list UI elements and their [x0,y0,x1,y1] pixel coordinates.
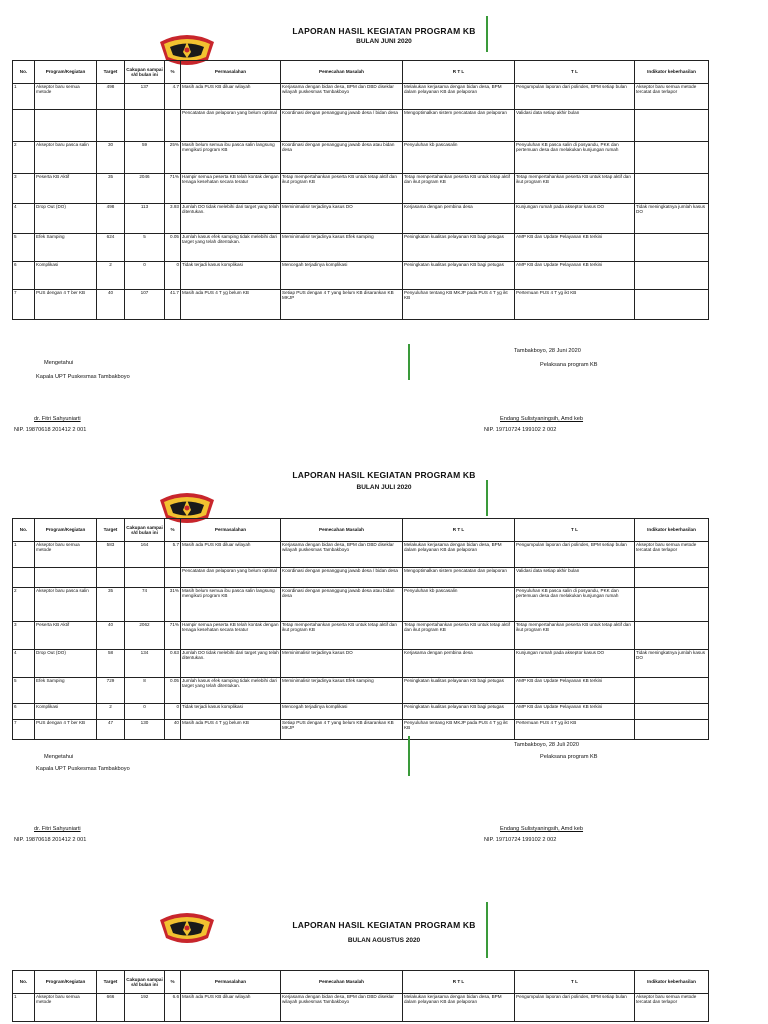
table-row [13,142,709,174]
header-cell: % [165,519,181,542]
table-row [13,720,709,740]
table-cell: AMP KB dan Update Pelayanan KB terkini [515,678,635,704]
signer-right-nip: NIP. 19710724 199102 2 002 [484,427,557,433]
table-cell: 8 [125,678,165,704]
table-cell: Pencatatan dan pelaporan yang belum optimal [181,568,281,588]
table-cell: Pencatatan dan pelaporan yang belum optimal [181,110,281,142]
signer-right-nip: NIP. 19710724 199102 2 002 [484,837,557,843]
table-cell: Drop Out (DO) [35,650,97,678]
table-row [13,568,709,588]
table-cell: Mengoptimalkan sistem pencatatan dan pelaporan [403,568,515,588]
report-table [12,970,709,1022]
table-cell: 74 [125,588,165,622]
table-cell: AMP KB dan Update Pelayanan KB terkini [515,234,635,262]
table-row [13,704,709,720]
table-row [13,84,709,110]
table-cell: Tidak meningkatnya jumlah kasus DO [635,204,709,234]
table-cell [635,174,709,204]
header-cell: T L [515,61,635,84]
table-cell: 2 [13,588,35,622]
table-cell [635,704,709,720]
table-cell: 1 [13,542,35,568]
table-cell: 59 [125,142,165,174]
place-date: Tambakboyo, 28 Juli 2020 [514,742,579,748]
table-row [13,994,709,1022]
table-cell: Akseptor baru semua metode [35,84,97,110]
table-cell: Hampir semua peserta KB telah kontak dengan tenaga kesehatan secara teratur [181,622,281,650]
table-cell: 0 [165,262,181,290]
header-cell: Program/Kegiatan [35,971,97,994]
table-cell: 58 [97,650,125,678]
table-cell: 35 [97,174,125,204]
table-cell: Peningkatan kualitas pelayanan KB bagi petugas [403,678,515,704]
header-cell: Target [97,519,125,542]
table-cell: Penyuluhan KB pasca salin di posyandu, PKK dan pertemuan desa dan melakukan kunjungan rumah [515,588,635,622]
signer-right-role: Pelaksana program KB [540,754,598,760]
table-cell: 5 [125,234,165,262]
table-cell: Akseptor baru semua metode [35,994,97,1022]
table-cell: 1 [13,994,35,1022]
table-cell: 40 [97,290,125,320]
header-cell: Target [97,61,125,84]
table-cell: Pengumpulan laporan dari polindes, BPM setiap bulan [515,542,635,568]
table-cell: 107 [125,290,165,320]
table-cell: Jumlah DO tidak melebihi dari target yang telah ditentukan. [181,204,281,234]
table-cell: 2062 [125,622,165,650]
table-cell: 3 [13,174,35,204]
table-cell: 583 [97,542,125,568]
green-divider [486,902,488,958]
header-cell: Target [97,971,125,994]
table-cell: Melakukan kerjasama dengan bidan desa, BPM dalam pelayanan KB dan pelaporan [403,994,515,1022]
signer-left-role: Mengetahui [44,754,74,760]
report-table [12,518,709,740]
table-cell [635,678,709,704]
table-cell: 6.6 [165,994,181,1022]
table-cell: Hampir semua peserta KB telah kontak dengan tenaga kesehatan secara teratur [181,174,281,204]
table-cell [635,588,709,622]
table-cell: Kerjasama dengan bidan desa, BPM dan DBD diseklar wilayah puskesmas Tambakboyo [281,994,403,1022]
table-cell: 113 [125,204,165,234]
header-cell: No. [13,519,35,542]
table-cell: 0 [165,704,181,720]
table-cell: Mencegah terjadinya komplikasi [281,262,403,290]
table-cell: Tetap mempertahankan peserta KB untuk tetap aktif dan ikut program KB [281,622,403,650]
table-cell: Peserta KB Aktif [35,174,97,204]
table-cell: Meminimalisir terjadinya kasus DO [281,204,403,234]
table-cell: 498 [97,204,125,234]
header-cell: Indikator keberhasilan [635,519,709,542]
table-cell: Koordinasi dengan penanggung jawab desa atau bidan desa [281,588,403,622]
table-cell: 31% [165,588,181,622]
header-cell: Permasalahan [181,971,281,994]
report-title: LAPORAN HASIL KEGIATAN PROGRAM KB [292,920,476,930]
green-divider [408,344,410,380]
report-month: BULAN AGUSTUS 2020 [347,937,421,944]
header-cell: % [165,971,181,994]
header-cell: Pemecahan Masalah [281,971,403,994]
header-cell: Program/Kegiatan [35,519,97,542]
table-cell: Masih belum semua ibu pasca salin langsung mengikuti program KB [181,588,281,622]
report-section-agustus [0,880,768,1024]
table-cell [13,568,35,588]
table-row [13,174,709,204]
table-cell: 7 [13,720,35,740]
table-cell: 7 [13,290,35,320]
table-cell: Drop Out (DO) [35,204,97,234]
table-cell: 40 [97,622,125,650]
table-cell: Akseptor baru semua metode tercatat dan terlapor [635,542,709,568]
table-cell: Tidak terjadi kasus komplikasi [181,704,281,720]
table-cell: Koordinasi dengan penanggung jawab desa / bidan desa [281,110,403,142]
header-cell: T L [515,519,635,542]
table-cell [35,568,97,588]
table-row [13,650,709,678]
table-cell [13,110,35,142]
table-header-row [13,519,709,542]
report-month: BULAN JULI 2020 [356,484,412,491]
report-table [12,60,709,320]
table-cell: Tidak terjadi kasus komplikasi [181,262,281,290]
table-cell: 0 [125,262,165,290]
table-cell: Meminimalisir terjadinya kasus Efek samping [281,234,403,262]
header-cell: Program/Kegiatan [35,61,97,84]
table-cell: Tetap mempertahankan peserta KB untuk tetap aktif dan ikut program KB [515,622,635,650]
table-cell: Efek Samping [35,678,97,704]
table-cell: 2046 [125,174,165,204]
table-cell: Kerjasama dengan pembina desa [403,204,515,234]
table-cell: Komplikasi [35,262,97,290]
header-cell: Indikator keberhasilan [635,971,709,994]
table-cell [635,622,709,650]
table-cell: Kunjungan rumah pada akseptor kasus DO [515,204,635,234]
table-cell: 71% [165,622,181,650]
table-row [13,588,709,622]
table-cell: Tidak meningkatnya jumlah kasus DO [635,650,709,678]
table-row [13,204,709,234]
signer-left-nip: NIP. 19870618 201412 2 001 [14,427,87,433]
header-cell: Indikator keberhasilan [635,61,709,84]
table-cell: Akseptor baru pasca salin [35,142,97,174]
table-cell: 35 [97,588,125,622]
table-cell [635,568,709,588]
table-cell: Akseptor baru semua metode tercatat dan terlapor [635,84,709,110]
table-cell: 134 [125,650,165,678]
table-cell: Efek Samping [35,234,97,262]
header-cell: Cakupan sampai s/d bulan ini [125,61,165,84]
table-row [13,622,709,650]
table-cell: 3 [13,622,35,650]
table-cell: Peningkatan kualitas pelayanan KB bagi petugas [403,704,515,720]
table-cell: Penyuluhan KB pasca salin di posyandu, PKK dan pertemuan desa dan melakukan kunjungan rumah [515,142,635,174]
table-cell: PUS dengan 4 T ber KB [35,720,97,740]
table-cell: PUS dengan 4 T ber KB [35,290,97,320]
table-header-row [13,971,709,994]
report-title: LAPORAN HASIL KEGIATAN PROGRAM KB [292,26,476,36]
table-cell: Mengoptimalkan sistem pencatatan dan pelaporan [403,110,515,142]
table-cell: Melakukan kerjasama dengan bidan desa, BPM dalam pelayanan KB dan pelaporan [403,542,515,568]
header-cell: % [165,61,181,84]
header-cell: R T L [403,971,515,994]
table-cell: 2 [13,142,35,174]
table-cell: Tetap mempertahankan peserta KB untuk tetap aktif dan ikut program KB [515,174,635,204]
table-cell: Penyuluhan tentang KB MKJP pada PUS 4 T yg ikt KB [403,720,515,740]
table-cell [635,290,709,320]
table-cell: 4 [13,650,35,678]
table-cell: 5.7 [165,542,181,568]
green-divider [408,736,410,776]
header-cell: No. [13,971,35,994]
table-cell: Jumlah kasus efek samping tidak melebihi dari target yang telah ditentukan. [181,678,281,704]
table-cell: Melakukan kerjasama dengan bidan desa, BPM dalam pelayanan KB dan pelaporan [403,84,515,110]
table-cell [97,568,125,588]
table-cell: 624 [97,234,125,262]
table-header-row [13,61,709,84]
table-cell: 137 [125,84,165,110]
table-cell: Validasi data setiap akhir bulan [515,110,635,142]
table-cell: 3.93 [165,204,181,234]
table-cell: 0.05 [165,234,181,262]
report-title: LAPORAN HASIL KEGIATAN PROGRAM KB [292,470,476,480]
table-row [13,290,709,320]
table-cell: Koordinasi dengan penanggung jawab desa atau bidan desa [281,142,403,174]
table-row [13,234,709,262]
table-cell [165,568,181,588]
table-cell: AMP KB dan Update Pelayanan KB terkini [515,704,635,720]
table-cell: Peserta KB Aktif [35,622,97,650]
table-cell: 0 [125,704,165,720]
table-cell: Akseptor baru semua metode tercatat dan terlapor [635,994,709,1022]
place-date: Tambakboyo, 28 Juni 2020 [514,348,581,354]
table-cell: Setiap PUS dengan 4 T yang belum KB disarankan KB MKJP [281,290,403,320]
table-row [13,678,709,704]
table-cell [125,110,165,142]
table-cell: 4.7 [165,84,181,110]
header-cell: Permasalahan [181,519,281,542]
table-cell: Jumlah DO tidak melebihi dari target yang telah ditentukan. [181,650,281,678]
header-cell: Permasalahan [181,61,281,84]
table-cell: 40 [165,720,181,740]
table-cell [635,234,709,262]
table-cell: Setiap PUS dengan 4 T yang belum KB disarankan KB MKJP [281,720,403,740]
table-cell: 1 [13,84,35,110]
header-cell: Pemecahan Masalah [281,519,403,542]
signer-left-office: Kapala UPT Puskesmas Tambakboyo [36,374,130,380]
table-cell: 130 [125,720,165,740]
header-cell: Pemecahan Masalah [281,61,403,84]
table-cell: 0.05 [165,678,181,704]
table-cell: Peningkatan kualitas pelayanan KB bagi petugas [403,234,515,262]
table-cell: 666 [97,994,125,1022]
table-cell [97,110,125,142]
table-cell: Penyuluhan kb pascasalin [403,142,515,174]
table-cell [125,568,165,588]
table-cell: Pengumpulan laporan dari polindes, BPM setiap bulan [515,84,635,110]
table-row [13,542,709,568]
table-cell: 2 [97,262,125,290]
table-cell: Jumlah kasus efek samping tidak melebihi dari target yang telah ditentukan. [181,234,281,262]
table-cell: 6 [13,704,35,720]
table-cell [165,110,181,142]
table-cell: Penyuluhan kb pascasalin [403,588,515,622]
table-cell: Koordinasi dengan penanggung jawab desa / bidan desa [281,568,403,588]
signer-right-name: Endang Sulistyaningsih, Amd keb [500,416,584,422]
table-cell: Tetap mempertahankan peserta KB untuk tetap aktif dan ikut program KB [403,174,515,204]
table-row [13,262,709,290]
table-cell: AMP KB dan Update Pelayanan KB terkini [515,262,635,290]
table-cell: 41.7 [165,290,181,320]
header-cell: R T L [403,61,515,84]
signer-left-nip: NIP. 19870618 201412 2 001 [14,837,87,843]
table-row [13,110,709,142]
signer-right-role: Pelaksana program KB [540,362,598,368]
signer-left-name: dr. Fitri Sahyuniarti [34,826,81,832]
report-section-juni [0,0,768,460]
header-cell: R T L [403,519,515,542]
signer-left-name: dr. Fitri Sahyuniarti [34,416,81,422]
table-cell: Masih belum semua ibu pasca salin langsung mengikuti program KB [181,142,281,174]
signer-left-role: Mengetahui [44,360,74,366]
table-cell: Tetap mempertahankan peserta KB untuk tetap aktif dan ikut program KB [403,622,515,650]
signer-right-name: Endang Sulistyaningsih, Amd keb [500,826,584,832]
table-cell: Akseptor baru semua metode [35,542,97,568]
table-cell: Masih ada PUS KB diluar wilayah [181,542,281,568]
table-cell: 25% [165,142,181,174]
table-cell: 192 [125,994,165,1022]
table-cell: 47 [97,720,125,740]
table-cell: 0.63 [165,650,181,678]
table-cell: Komplikasi [35,704,97,720]
table-cell: 71% [165,174,181,204]
table-cell: Kerjasama dengan bidan desa, BPM dan DBD diseklar wilayah puskesmas Tambakboyo [281,84,403,110]
table-cell: Kunjungan rumah pada akseptor kasus DO [515,650,635,678]
table-cell: 2 [97,704,125,720]
table-cell: Validasi data setiap akhir bulan [515,568,635,588]
table-cell: Meminimalisir terjadinya kasus DO [281,650,403,678]
header-cell: Cakupan sampai s/d bulan ini [125,519,165,542]
table-cell [635,262,709,290]
table-cell [35,110,97,142]
header-cell: No. [13,61,35,84]
table-cell: Masih ada PUS KB diluar wilayah [181,994,281,1022]
table-cell: 5 [13,234,35,262]
table-cell [635,142,709,174]
table-cell: Akseptor baru pasca salin [35,588,97,622]
report-month: BULAN JUNI 2020 [356,38,412,45]
table-cell: Meminimalisir terjadinya kasus Efek samping [281,678,403,704]
table-cell [635,720,709,740]
table-cell: 729 [97,678,125,704]
table-cell: 6 [13,262,35,290]
table-cell: Kerjasama dengan bidan desa, BPM dan DBD diseklar wilayah puskesmas Tambakboyo [281,542,403,568]
table-cell: Masih ada PUS KB diluar wilayah [181,84,281,110]
table-cell: Pengumpulan laporan dari polindes, BPM setiap bulan [515,994,635,1022]
table-cell: 5 [13,678,35,704]
header-cell: Cakupan sampai s/d bulan ini [125,971,165,994]
table-cell: Mencegah terjadinya komplikasi [281,704,403,720]
table-cell: 498 [97,84,125,110]
table-cell: Peningkatan kualitas pelayanan KB bagi petugas [403,262,515,290]
table-cell: 4 [13,204,35,234]
table-cell: Pertemuan PUS 4 T yg ikt KB [515,290,635,320]
table-cell: Masih ada PUS 4 T yg belum KB [181,290,281,320]
table-cell: Penyuluhan tentang KB MKJP pada PUS 4 T yg ikt KB [403,290,515,320]
table-cell: Kerjasama dengan pembina desa [403,650,515,678]
table-cell [635,110,709,142]
table-cell: Masih ada PUS 4 T yg belum KB [181,720,281,740]
signer-left-office: Kapala UPT Puskesmas Tambakboyo [36,766,130,772]
table-cell: Pertemuan PUS 4 T yg ikt KB [515,720,635,740]
header-cell: T L [515,971,635,994]
table-cell: Tetap mempertahankan peserta KB untuk tetap aktif dan ikut program KB [281,174,403,204]
table-cell: 164 [125,542,165,568]
report-section-juli [0,440,768,880]
table-cell: 30 [97,142,125,174]
